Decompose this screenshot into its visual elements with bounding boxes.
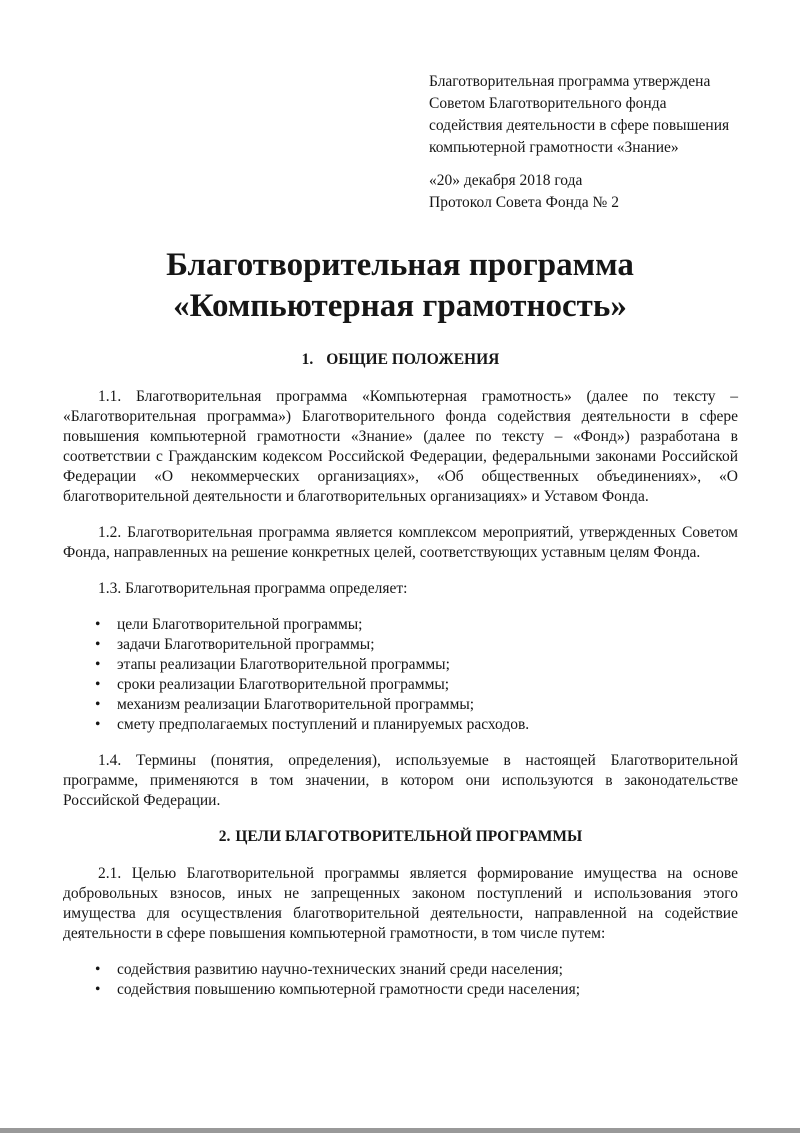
list-item: [63, 635, 738, 655]
bullet-marker: •: [95, 961, 101, 978]
bullet-marker: •: [95, 696, 101, 713]
paragraph-1-3: 1.3. Благотворительная программа определяет:: [98, 580, 408, 597]
list-item-text: содействия повышению компьютерной грамотности среди населения;: [117, 981, 581, 998]
section-2-heading: [63, 827, 738, 847]
list-item: [63, 655, 738, 675]
approval-line: содействия деятельности в сфере повышения: [429, 117, 730, 134]
bullet-marker: •: [95, 616, 101, 633]
list-item: [63, 980, 738, 1000]
paragraph-1-4: 1.4. Термины (понятия, определения), используемые в настоящей Благотворительной программе, применяются в том значении, в котором они используются в законодательстве Российской Федерации.: [63, 752, 738, 809]
list-item: [63, 960, 738, 980]
approval-line: Советом Благотворительного фонда: [429, 95, 667, 112]
bullet-marker: •: [95, 656, 101, 673]
bullet-marker: •: [95, 981, 101, 998]
approval-line: Благотворительная программа утверждена: [429, 73, 711, 90]
approval-date: «20» декабря 2018 года: [429, 172, 583, 189]
section-1-heading: [63, 350, 738, 370]
title-line-2: «Компьютерная грамотность»: [173, 288, 627, 324]
section-1-heading-text: ОБЩИЕ ПОЛОЖЕНИЯ: [326, 351, 500, 368]
list-item-text: смету предполагаемых поступлений и планируемых расходов.: [117, 716, 530, 733]
paragraph-2-1: 2.1. Целью Благотворительной программы является формирование имущества на основе добровольных взносов, иных не запрещенных законом поступлений и использования этого имущества для осуществления благотворительной деятельности, направленной на содействие деятельности в сфере повышения компьютерной грамотности, в том числе путем:: [63, 865, 738, 942]
paragraph-1-2: 1.2. Благотворительная программа является комплексом мероприятий, утвержденных Советом Фонда, направленных на решение конкретных целей, соответствующих уставным целям Фонда.: [63, 524, 738, 561]
approval-line: компьютерной грамотности «Знание»: [429, 139, 679, 156]
approval-block: [429, 71, 729, 214]
bullet-marker: •: [95, 676, 101, 693]
list-item-text: сроки реализации Благотворительной программы;: [117, 676, 450, 693]
section-2-list: [63, 960, 738, 1000]
bullet-marker: •: [95, 716, 101, 733]
section-2-number: 2.: [218, 828, 231, 845]
list-item: [63, 615, 738, 635]
section-1-number: 1.: [301, 351, 314, 368]
section-2-heading-text: ЦЕЛИ БЛАГОТВОРИТЕЛЬНОЙ ПРОГРАММЫ: [235, 828, 583, 845]
bullet-marker: •: [95, 636, 101, 653]
approval-protocol: Протокол Совета Фонда № 2: [429, 194, 619, 211]
list-item-text: задачи Благотворительной программы;: [117, 636, 375, 653]
title-line-1: Благотворительная программа: [166, 247, 634, 283]
list-item-text: этапы реализации Благотворительной программы;: [117, 656, 450, 673]
document-body: [63, 350, 738, 1016]
list-item-text: цели Благотворительной программы;: [117, 616, 363, 633]
list-item: [63, 695, 738, 715]
list-item-text: содействия развитию научно-технических знаний среди населения;: [117, 961, 563, 978]
page-bottom-edge: [0, 1128, 800, 1133]
list-item: [63, 675, 738, 695]
paragraph-1-1: 1.1. Благотворительная программа «Компьютерная грамотность» (далее по тексту – «Благотворительная программа») Благотворительного фонда содействия деятельности в сфере повышения компьютерной грамотности «Знание» (далее по тексту – «Фонд») разработана в соответствии с Гражданским кодексом Российской Федерации, федеральными законами Российской Федерации «О некоммерческих организациях», «Об общественных объединениях», «О благотворительной деятельности и благотворительных организациях» и Уставом Фонда.: [63, 388, 738, 505]
list-item-text: механизм реализации Благотворительной программы;: [117, 696, 475, 713]
list-item: [63, 715, 738, 735]
approval-gap: [429, 159, 729, 170]
document-title: [0, 245, 800, 327]
section-1-list: [63, 615, 738, 735]
